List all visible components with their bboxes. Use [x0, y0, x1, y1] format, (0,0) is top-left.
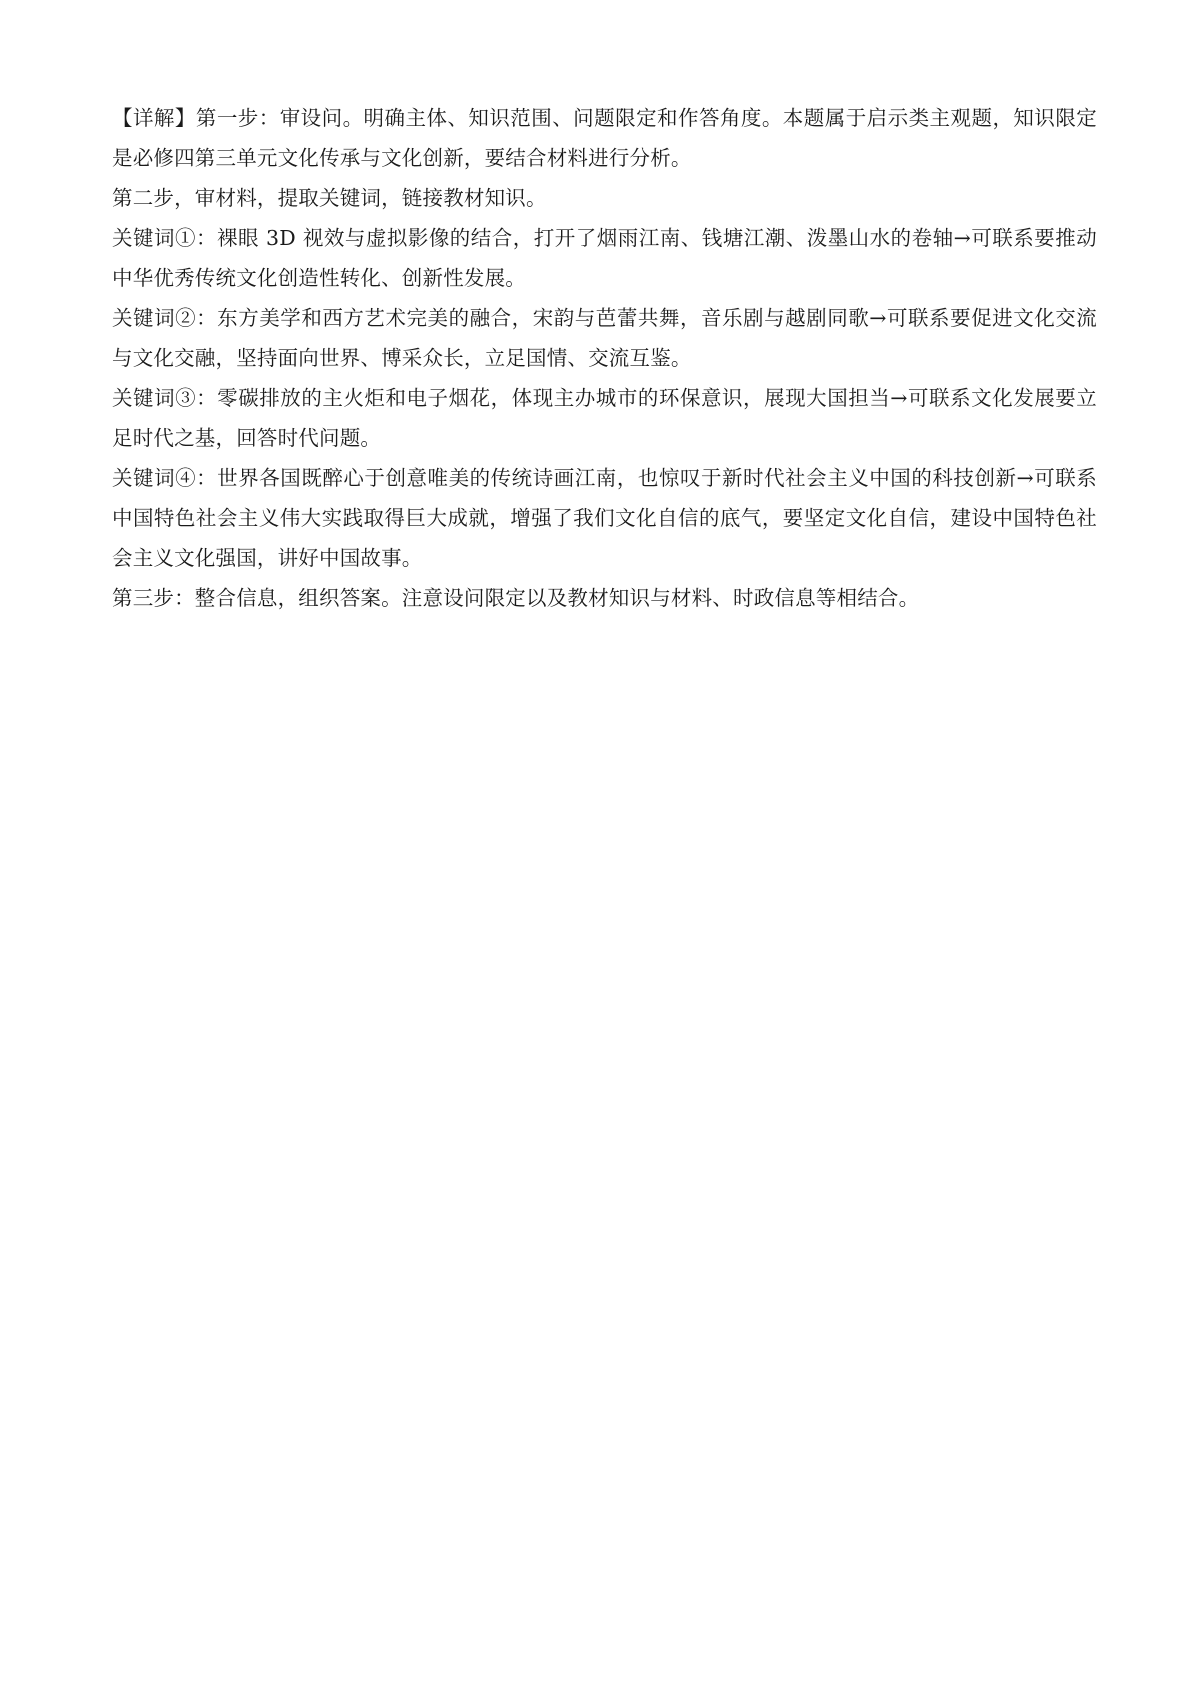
paragraph-keyword-2: 关键词②：东方美学和西方艺术完美的融合，宋韵与芭蕾共舞，音乐剧与越剧同歌→可联系要促进文化交流与文化交融，坚持面向世界、博采众长，立足国情、交流互鉴。: [112, 306, 1097, 370]
document-body: [112, 98, 1097, 618]
paragraph-keyword-1: 关键词①：裸眼 3D 视效与虚拟影像的结合，打开了烟雨江南、钱塘江潮、泼墨山水的卷轴→可联系要推动中华优秀传统文化创造性转化、创新性发展。: [112, 226, 1097, 290]
paragraph-step-three: 第三步：整合信息，组织答案。注意设问限定以及教材知识与材料、时政信息等相结合。: [112, 586, 920, 610]
paragraph-detailed-explanation: 【详解】第一步：审设问。明确主体、知识范围、问题限定和作答角度。本题属于启示类主观题，知识限定是必修四第三单元文化传承与文化创新，要结合材料进行分析。: [112, 106, 1097, 170]
paragraph-keyword-4: 关键词④：世界各国既醉心于创意唯美的传统诗画江南，也惊叹于新时代社会主义中国的科技创新→可联系中国特色社会主义伟大实践取得巨大成就，增强了我们文化自信的底气，要坚定文化自信，建设中国特色社会主义文化强国，讲好中国故事。: [112, 466, 1097, 570]
paragraph-keyword-3: 关键词③：零碳排放的主火炬和电子烟花，体现主办城市的环保意识，展现大国担当→可联系文化发展要立足时代之基，回答时代问题。: [112, 386, 1097, 450]
paragraph-step-two: 第二步，审材料，提取关键词，链接教材知识。: [112, 186, 547, 210]
